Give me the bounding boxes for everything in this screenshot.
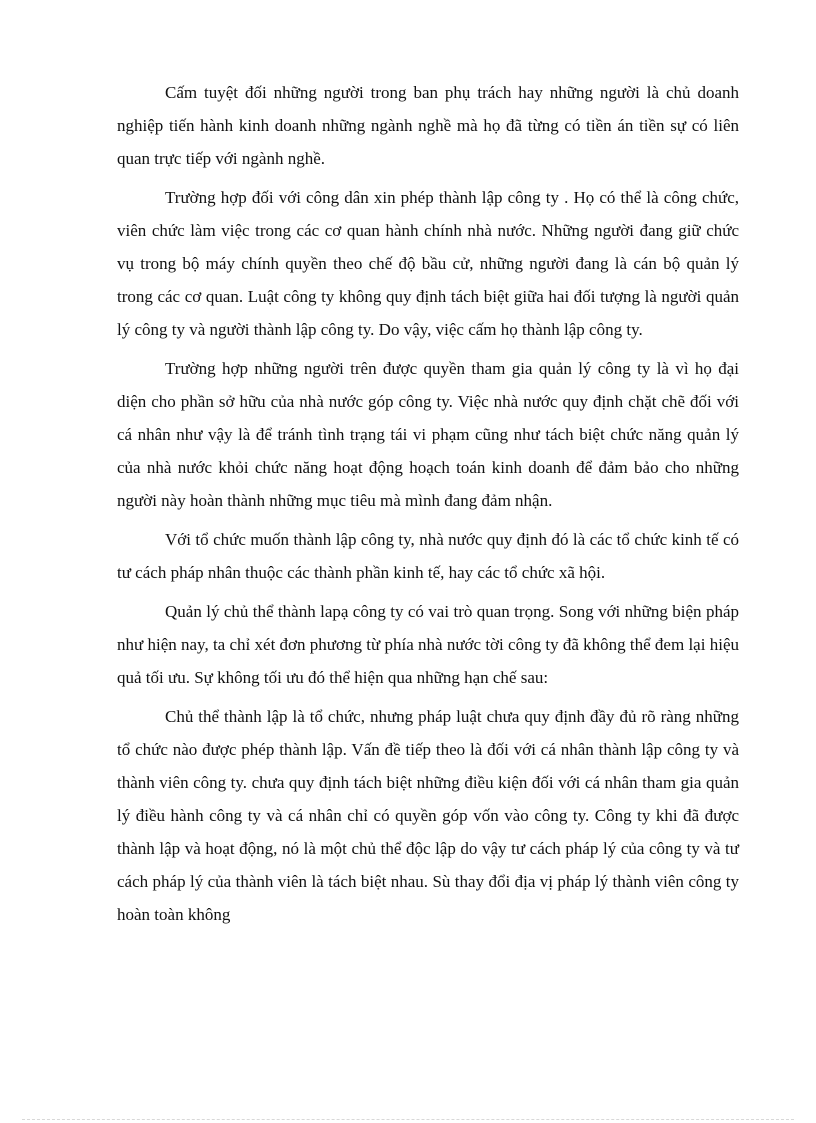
paragraph-3: Trường hợp những người trên được quyền tham gia quản lý công ty là vì họ đại diện cho phần sở hữu của nhà nước góp công ty. Việc nhà nước quy định chặt chẽ đối với cá nhân như vậy là để tránh tình trạng tái vi phạm cũng như tách biệt chức năng quản lý của nhà nước khỏi chức năng hoạt động hoạch toán kinh doanh để đảm bảo cho những người này hoàn thành những mục tiêu mà mình đang đảm nhận. — [117, 359, 739, 510]
paragraph-1: Cấm tuyệt đối những người trong ban phụ trách hay những người là chủ doanh nghiệp tiến hành kinh doanh những ngành nghề mà họ đã từng có tiền án tiền sự có liên quan trực tiếp với ngành nghề. — [117, 83, 739, 168]
document-body — [117, 76, 739, 937]
paragraph-5: Quản lý chủ thể thành lapạ công ty có vai trò quan trọng. Song với những biện pháp như hiện nay, ta chỉ xét đơn phương từ phía nhà nước tời công ty đã không thể đem lại hiệu quả tối ưu. Sự không tối ưu đó thể hiện qua những hạn chế sau: — [117, 602, 739, 687]
paragraph-2: Trường hợp đối với công dân xin phép thành lập công ty . Họ có thể là công chức, viên chức làm việc trong các cơ quan hành chính nhà nước. Những người đang giữ chức vụ trong bộ máy chính quyền theo chế độ bầu cử, những người đang là cán bộ quản lý trong các cơ quan. Luật công ty không quy định tách biệt giữa hai đối tượng là người quản lý công ty và người thành lập công ty. Do vậy, việc cấm họ thành lập công ty. — [117, 188, 739, 339]
paragraph-6: Chủ thể thành lập là tổ chức, nhưng pháp luật chưa quy định đầy đủ rõ ràng những tổ chức nào được phép thành lập. Vấn đề tiếp theo là đối với cá nhân thành lập công ty và thành viên công ty. chưa quy định tách biệt những điều kiện đối với cá nhân tham gia quản lý điều hành công ty và cá nhân chỉ có quyền góp vốn vào công ty. Công ty khi đã được thành lập và hoạt động, nó là một chủ thể độc lập do vậy tư cách pháp lý của công ty và tư cách pháp lý của thành viên là tách biệt nhau. Sù thay đổi địa vị pháp lý thành viên công ty hoàn toàn không — [117, 707, 739, 924]
paragraph-4: Với tổ chức muốn thành lập công ty, nhà nước quy định đó là các tổ chức kinh tế có tư cách pháp nhân thuộc các thành phần kinh tế, hay các tổ chức xã hội. — [117, 530, 739, 582]
page-bottom-divider — [22, 1119, 794, 1120]
